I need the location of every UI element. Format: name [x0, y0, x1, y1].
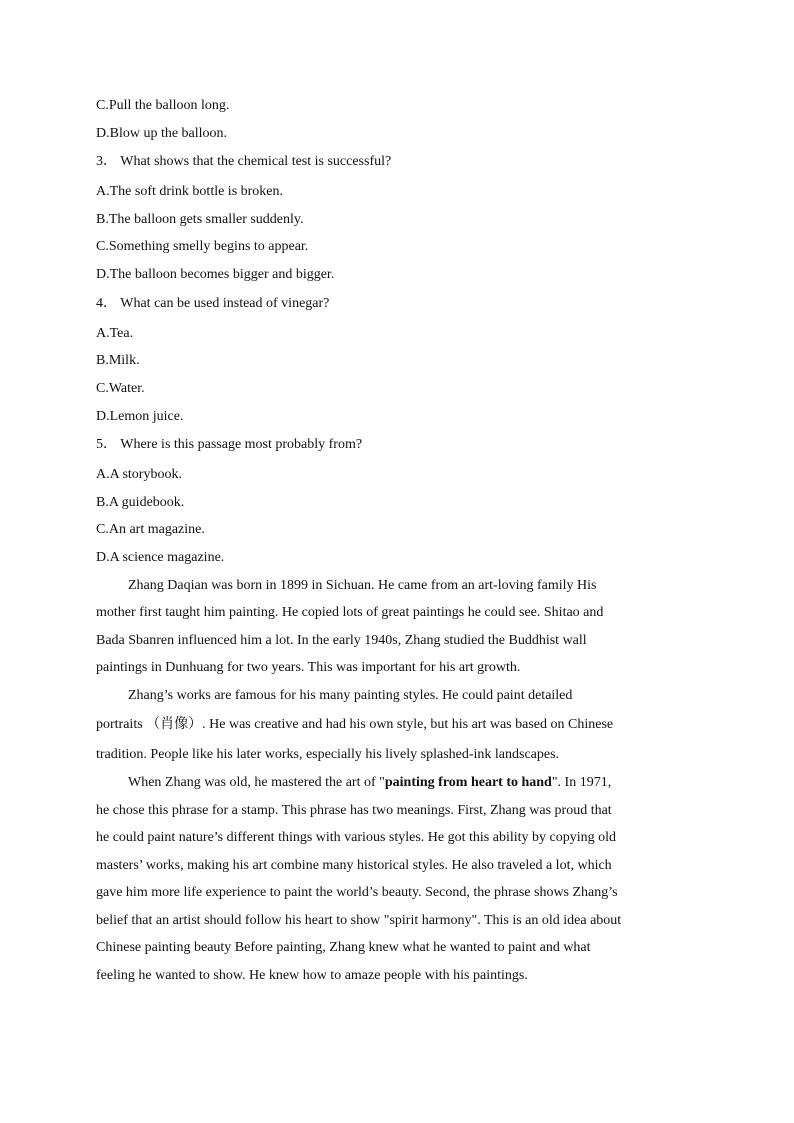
- question-3: 3． What shows that the chemical test is successful?: [96, 154, 392, 169]
- option-d-blow-balloon: D.Blow up the balloon.: [96, 126, 228, 141]
- passage-p2-line: Zhang’s works are famous for his many painting styles. He could paint detailed: [128, 688, 573, 703]
- q5-option-b: B.A guidebook.: [96, 495, 185, 510]
- q3-option-c: C.Something smelly begins to appear.: [96, 239, 309, 254]
- question-5: 5． Where is this passage most probably from?: [96, 437, 363, 452]
- passage-p3-line: belief that an artist should follow his heart to show "spirit harmony". This is an old idea about: [96, 913, 622, 928]
- passage-p3-line: feeling he wanted to show. He knew how to amaze people with his paintings.: [96, 968, 528, 983]
- passage-p3-text-post: ". In 1971,: [551, 775, 612, 790]
- passage-p3-line: Chinese painting beauty Before painting, Zhang knew what he wanted to paint and what: [96, 940, 591, 955]
- passage-p2-line: portraits （肖像）. He was creative and had his own style, but his art was based on Chinese: [96, 717, 614, 732]
- passage-p3-line: he could paint nature’s different things with various styles. He got this ability by copying old: [96, 830, 616, 845]
- passage-p3-text-pre: When Zhang was old, he mastered the art of ": [128, 775, 385, 790]
- option-c-pull-balloon: C.Pull the balloon long.: [96, 98, 230, 113]
- passage-p1-line: Zhang Daqian was born in 1899 in Sichuan. He came from an art-loving family His: [128, 578, 597, 593]
- q4-option-c: C.Water.: [96, 381, 145, 396]
- q5-option-d: D.A science magazine.: [96, 550, 225, 565]
- passage-p1-line: paintings in Dunhuang for two years. This was important for his art growth.: [96, 660, 521, 675]
- passage-p2-line: tradition. People like his later works, especially his lively splashed-ink landscapes.: [96, 747, 560, 762]
- passage-p3-line: masters’ works, making his art combine many historical styles. He also traveled a lot, which: [96, 858, 612, 873]
- q5-option-c: C.An art magazine.: [96, 522, 205, 537]
- q4-option-b: B.Milk.: [96, 353, 140, 368]
- q3-option-b: B.The balloon gets smaller suddenly.: [96, 212, 304, 227]
- q5-option-a: A.A storybook.: [96, 467, 182, 482]
- passage-p3-line: gave him more life experience to paint the world’s beauty. Second, the phrase shows Zhang’s: [96, 885, 618, 900]
- question-4: 4． What can be used instead of vinegar?: [96, 296, 330, 311]
- passage-p3-first-line: [128, 774, 728, 792]
- passage-p1-line: mother first taught him painting. He copied lots of great paintings he could see. Shitao and: [96, 605, 604, 620]
- q4-option-a: A.Tea.: [96, 326, 134, 341]
- q4-option-d: D.Lemon juice.: [96, 409, 184, 424]
- passage-p1-line: Bada Sbanren influenced him a lot. In the early 1940s, Zhang studied the Buddhist wall: [96, 633, 587, 648]
- q3-option-d: D.The balloon becomes bigger and bigger.: [96, 267, 335, 282]
- passage-p3-line: he chose this phrase for a stamp. This phrase has two meanings. First, Zhang was proud that: [96, 803, 612, 818]
- painting-from-heart-phrase: painting from heart to hand: [384, 775, 552, 790]
- q3-option-a: A.The soft drink bottle is broken.: [96, 184, 284, 199]
